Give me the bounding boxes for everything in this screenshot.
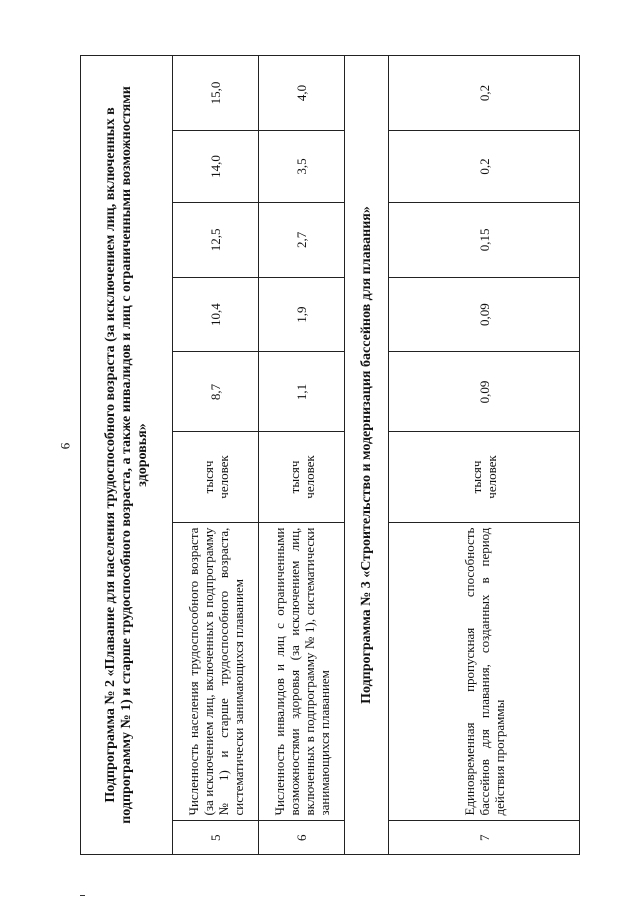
row-value: 14,0 [173, 130, 259, 202]
row-value: 0,09 [389, 277, 580, 352]
row-value: 0,2 [389, 130, 580, 202]
row-unit: тысяч человек [173, 432, 259, 522]
row-number: 5 [173, 821, 259, 855]
subprogram-2-header-row [81, 56, 173, 855]
indicators-table [80, 55, 580, 855]
footer-rule [80, 895, 85, 896]
row-number: 7 [389, 821, 580, 855]
row-unit: тысяч человек [259, 432, 345, 522]
row-value: 3,5 [259, 130, 345, 202]
row-value: 2,7 [259, 203, 345, 278]
row-value: 10,4 [173, 277, 259, 352]
row-description: Численность инвалидов и лиц с ограниченными возможностями здоровья (за исключением лиц, включенных в подпрограмму № 1), систематически занимающихся плаванием [259, 522, 345, 821]
subprogram-3-header-row [345, 56, 389, 855]
row-description: Единовременная пропускная способность бассейнов для плавания, созданных в период действия программы [389, 522, 580, 821]
row-number: 6 [259, 821, 345, 855]
row-value: 8,7 [173, 352, 259, 432]
rotated-document [80, 55, 580, 855]
row-value: 0,09 [389, 352, 580, 432]
table-row [173, 56, 259, 855]
row-unit: тысяч человек [389, 432, 580, 522]
row-value: 4,0 [259, 56, 345, 131]
subprogram-3-title: Подпрограмма № 3 «Строительство и модернизация бассейнов для плавания» [345, 56, 389, 855]
row-value: 0,15 [389, 203, 580, 278]
row-value: 1,1 [259, 352, 345, 432]
page-number: 9 [58, 442, 73, 450]
row-value: 15,0 [173, 56, 259, 131]
table-row [259, 56, 345, 855]
table-row [389, 56, 580, 855]
row-value: 12,5 [173, 203, 259, 278]
rotated-table-container [80, 55, 580, 855]
row-value: 0,2 [389, 56, 580, 131]
row-description: Численность населения трудоспособного возраста (за исключением лиц, включенных в подпрограмму № 1) и старше трудоспособного возраста, систематически занимающихся плаванием [173, 522, 259, 821]
row-value: 1,9 [259, 277, 345, 352]
subprogram-2-title: Подпрограмма № 2 «Плавание для населения трудоспособного возраста (за исключением лиц, включенных в подпрограмму № 1) и старше трудоспособного возраста, а также инвалидов и лиц с ограниченными возможностями здоровья» [81, 56, 173, 855]
